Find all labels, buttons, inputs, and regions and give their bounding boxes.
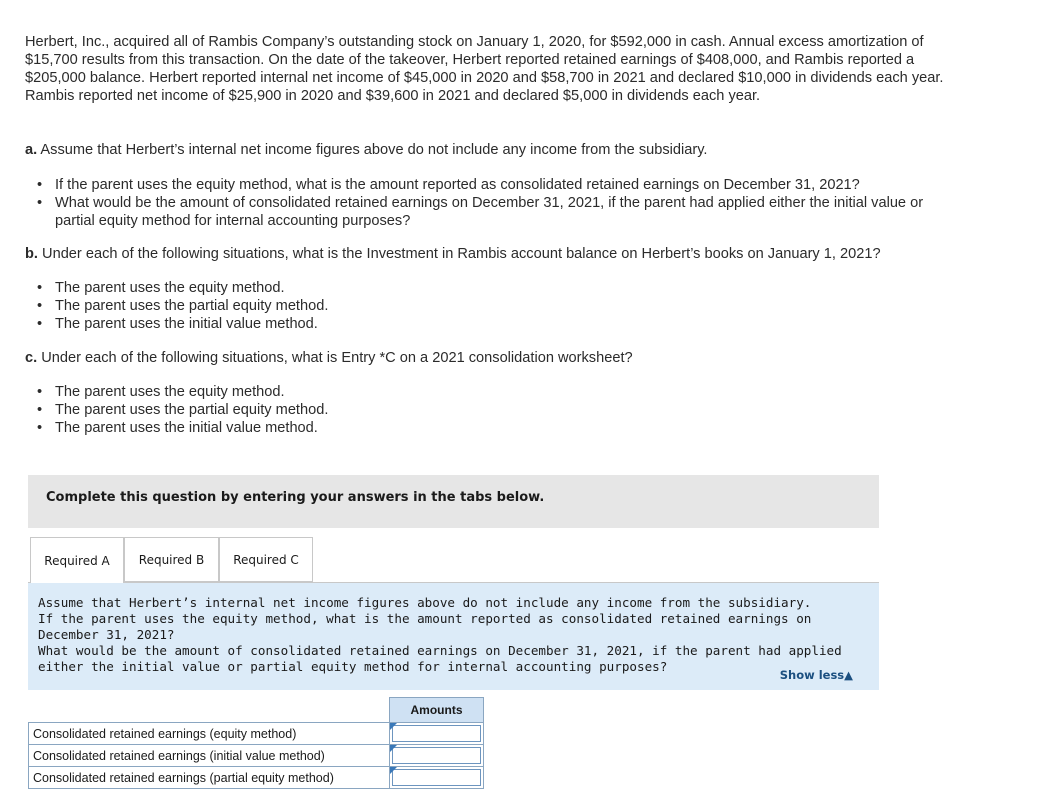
part-a-bullet: • What would be the amount of consolidated retained earnings on December 31, 2021, if the parent had applied either the initial value or partial equity method for internal accounting purposes? [36, 194, 936, 230]
part-b-bullet: • The parent uses the initial value method. [36, 315, 936, 333]
input-box[interactable] [392, 769, 481, 786]
part-c-bullets [36, 383, 936, 437]
problem-intro: Herbert, Inc., acquired all of Rambis Company’s outstanding stock on January 1, 2020, for $592,000 in cash. Annual excess amortization of $15,700 results from this transaction. On the date of the takeover, Herbert reported retained earnings of $408,000, and Rambis reported a $205,000 balance. Herbert reported internal net income of $45,000 in 2020 and $58,700 in 2021 and declared $10,000 in dividends each year. Rambis reported net income of $25,900 in 2020 and $39,600 in 2021 and declared $5,000 in dividends each year. [25, 34, 944, 104]
part-c-prompt [25, 349, 633, 367]
row-label: Consolidated retained earnings (equity method) [29, 723, 390, 745]
tab-required-b[interactable]: Required B [124, 537, 219, 582]
part-c-bullet: • The parent uses the initial value method. [36, 419, 936, 437]
table-row [29, 767, 484, 789]
table-header-row [29, 698, 484, 723]
input-flag-icon [390, 723, 397, 730]
part-b-text: Under each of the following situations, what is the Investment in Rambis account balance on Herbert’s books on January 1, 2021? [37, 246, 881, 262]
tab-required-c[interactable]: Required C [219, 537, 313, 582]
instructions-text: Complete this question by entering your answers in the tabs below. [46, 490, 545, 505]
part-c-text: Under each of the following situations, what is Entry *C on a 2021 consolidation worksheet? [37, 350, 633, 366]
part-c-bullet: • The parent uses the partial equity method. [36, 401, 936, 419]
part-b-prompt [25, 245, 881, 263]
part-b-bullet: • The parent uses the equity method. [36, 279, 936, 297]
part-a-text: Assume that Herbert’s internal net income figures above do not include any income from the subsidiary. [37, 142, 708, 158]
panel-line: If the parent uses the equity method, what is the amount reported as consolidated retained earnings on December 31, 2021? [38, 611, 812, 642]
question-panel [28, 583, 879, 690]
table-row [29, 723, 484, 745]
row-label: Consolidated retained earnings (initial value method) [29, 745, 390, 767]
amount-input-partial-equity[interactable] [390, 767, 484, 789]
instructions-bar [28, 475, 879, 528]
table-row [29, 745, 484, 767]
part-a-letter: a. [25, 142, 38, 158]
panel-line: What would be the amount of consolidated retained earnings on December 31, 2021, if the parent had applied either the initial value or partial equity method for internal accounting purposes? [38, 643, 842, 674]
part-b-bullets [36, 279, 936, 333]
row-label: Consolidated retained earnings (partial equity method) [29, 767, 390, 789]
input-box[interactable] [392, 747, 481, 764]
amount-input-equity[interactable] [390, 723, 484, 745]
question-panel-text [38, 595, 868, 675]
header-blank-cell [29, 698, 390, 723]
amounts-header: Amounts [390, 698, 484, 723]
part-b-bullet: • The parent uses the partial equity method. [36, 297, 936, 315]
tab-required-a[interactable]: Required A [30, 537, 124, 584]
part-a-bullets [36, 176, 936, 230]
show-less-link[interactable]: Show less▲ [779, 668, 853, 682]
part-c-bullet: • The parent uses the equity method. [36, 383, 936, 401]
panel-line: Assume that Herbert’s internal net income figures above do not include any income from the subsidiary. [38, 595, 812, 610]
input-flag-icon [390, 767, 397, 774]
part-a-prompt [25, 141, 708, 159]
part-a-bullet: • If the parent uses the equity method, what is the amount reported as consolidated retained earnings on December 31, 2021? [36, 176, 936, 194]
input-flag-icon [390, 745, 397, 752]
input-box[interactable] [392, 725, 481, 742]
amount-input-initial-value[interactable] [390, 745, 484, 767]
answer-table [28, 697, 484, 789]
part-c-letter: c. [25, 350, 38, 366]
part-b-letter: b. [25, 246, 38, 262]
